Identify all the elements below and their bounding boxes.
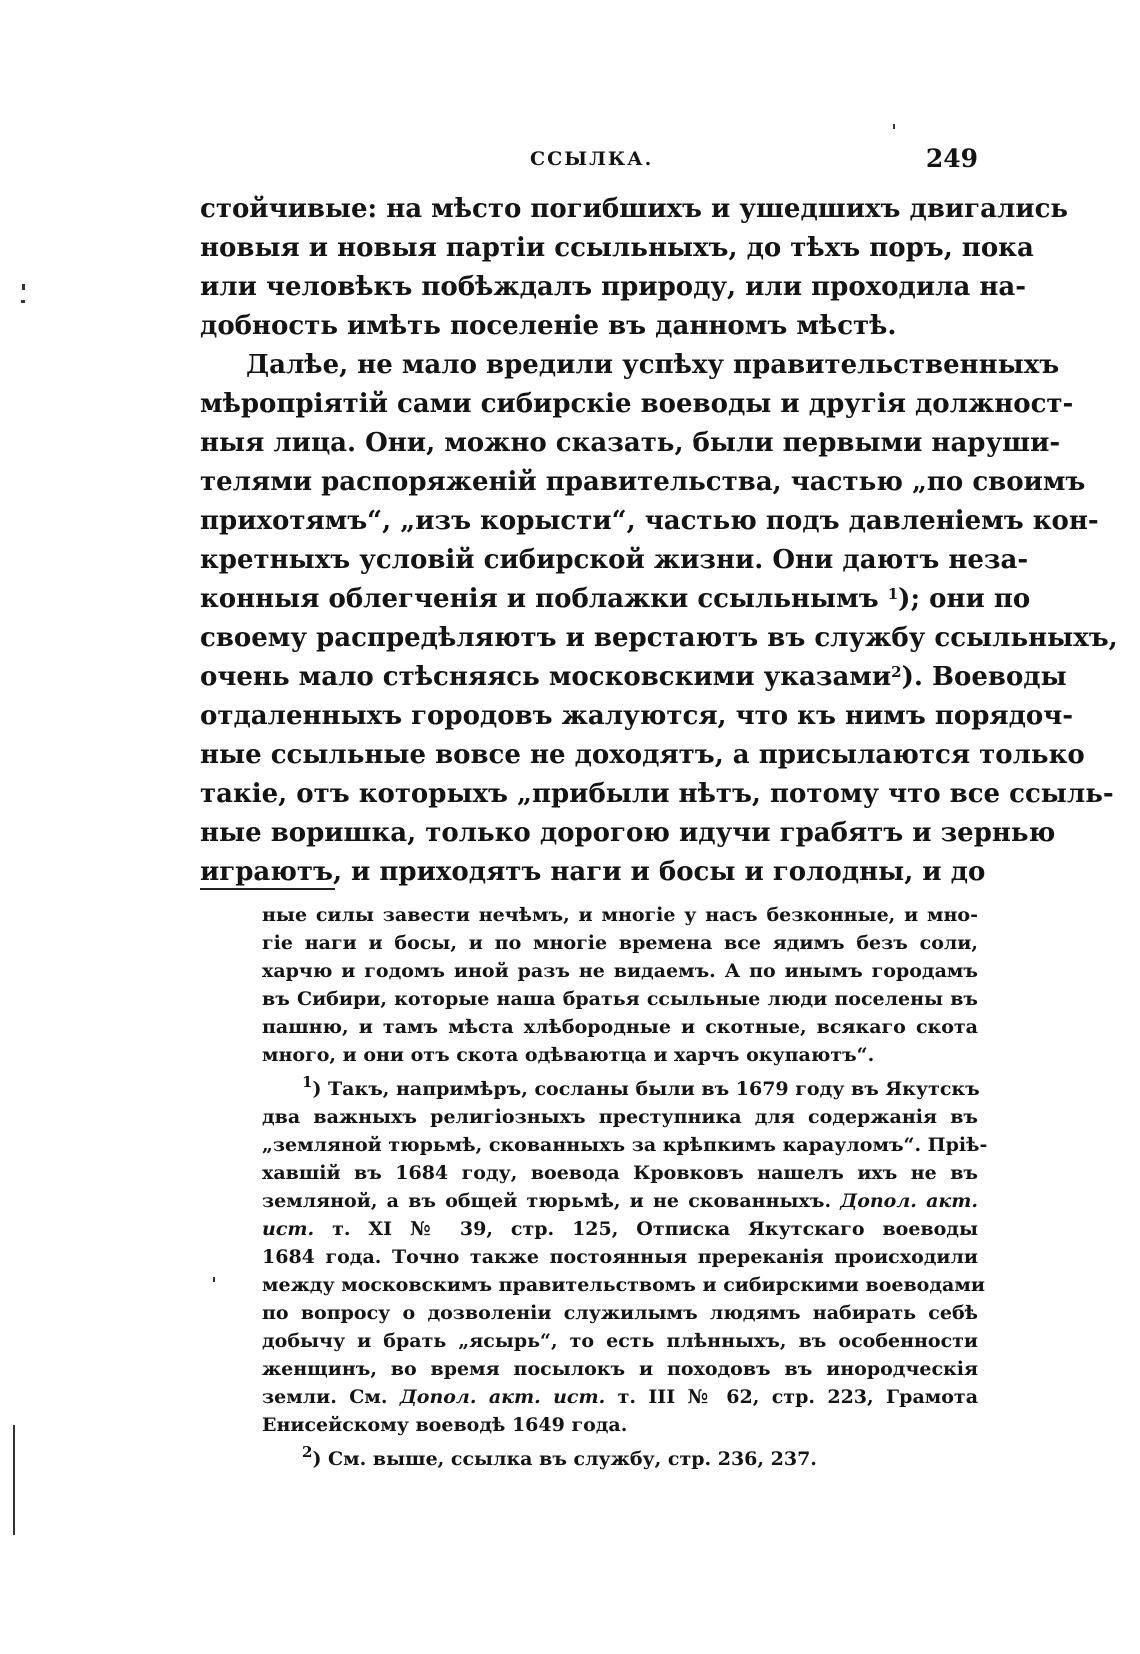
text-line: своему распредѣляютъ и верстаютъ въ службу ссыльныхъ, — [200, 623, 1118, 653]
footnote-line: 1684 года. Точно также постоянныя пререканія происходили — [262, 1246, 978, 1268]
citation-italic: Допол. акт. ист. — [399, 1386, 606, 1408]
footnotes — [262, 901, 988, 1473]
text-line: ные ссыльные вовсе не доходятъ, а присылаются только — [200, 740, 1085, 770]
footnote-marker-1: 1 — [302, 1073, 313, 1091]
scan-mark — [213, 1277, 215, 1282]
footnote-line: хавшій въ 1684 году, воевода Кровковъ нашелъ ихъ не въ — [262, 1162, 978, 1184]
running-title: ССЫЛКА. — [530, 148, 654, 170]
footnote-line: между московскимъ правительствомъ и сибирскими воеводами — [262, 1274, 985, 1296]
page-number: 249 — [925, 144, 978, 173]
text-line: телями распоряженій правительства, частью „по своимъ — [200, 467, 1086, 497]
footnote-line-with-citation — [262, 1215, 978, 1243]
text-line-with-footnote-ref — [200, 658, 1067, 697]
scan-mark — [893, 124, 895, 129]
text-fragment: ) Такъ, напримѣръ, сосланы были въ 1679 году въ Якутскъ — [312, 1078, 980, 1100]
text-line: такіе, отъ которыхъ „прибыли нѣтъ, потому что все ссыль- — [200, 779, 1114, 809]
text-fragment: ); они по — [898, 584, 1031, 614]
footnote-2 — [262, 1445, 978, 1473]
footnote-divider — [200, 888, 335, 890]
text-line: мѣропріятій сами сибирскіе воеводы и другія должност- — [200, 389, 1074, 419]
text-fragment: конныя облегченія и поблажки ссыльнымъ — [200, 584, 888, 614]
main-text-body — [200, 190, 1118, 892]
scan-mark — [13, 1425, 15, 1535]
text-fragment: земляной, а въ общей тюрьмѣ, и не скованныхъ. — [262, 1190, 832, 1212]
footnote-ref-1: 1 — [887, 585, 899, 603]
text-line: кретныхъ условій сибирской жизни. Они даютъ неза- — [200, 545, 1029, 575]
footnote-line: „земляной тюрьмѣ, скованныхъ за крѣпкимъ карауломъ“. Пріѣ- — [262, 1134, 988, 1156]
text-fragment: ). Воеводы — [901, 662, 1067, 692]
text-line: Далѣе, не мало вредили успѣху правительственныхъ — [246, 350, 1060, 380]
running-header — [200, 144, 978, 178]
footnote-ref-2: 2 — [891, 663, 902, 681]
text-line: прихотямъ“, „изъ корысти“, частью подъ давленіемъ кон- — [200, 506, 1099, 536]
footnote-marker-2: 2 — [302, 1443, 313, 1461]
text-line-with-footnote-ref — [200, 580, 1031, 619]
text-line: ные воришка, только дорогою идучи грабятъ и зернью — [200, 818, 1056, 848]
footnote-line: гіе наги и босы, и по многіе времена все ядимъ безъ соли, — [262, 932, 978, 954]
text-line: стойчивые: на мѣсто погибшихъ и ушедшихъ двигались — [200, 194, 1069, 224]
text-line: добность имѣть поселеніе въ данномъ мѣстѣ. — [200, 311, 897, 341]
footnote-line: Енисейскому воеводѣ 1649 года. — [262, 1414, 628, 1436]
footnote-line: ные силы завести нечѣмъ, и многіе у насъ безконные, и мно- — [262, 904, 978, 926]
scan-mark — [21, 300, 25, 303]
citation-italic: Допол. акт. — [840, 1190, 978, 1212]
footnote-line: два важныхъ религіозныхъ преступника для содержанія въ — [262, 1106, 978, 1128]
footnote-1-first-line — [262, 1075, 978, 1103]
footnote-line: харчю и годомъ иной разъ не видаемъ. А по инымъ городамъ — [262, 960, 978, 982]
footnote-line: много, и они отъ скота одѣваютца и харчъ окупаютъ“. — [262, 1044, 875, 1066]
text-line: или человѣкъ побѣждалъ природу, или проходила на- — [200, 272, 1027, 302]
text-fragment: т. III № 62, стр. 223, Грамота — [617, 1386, 979, 1408]
text-line: играютъ, и приходятъ наги и босы и голодны, и до — [200, 857, 986, 887]
text-line: отдаленныхъ городовъ жалуются, что къ нимъ порядоч- — [200, 701, 1074, 731]
text-fragment: очень мало стѣсняясь московскими указами — [200, 662, 892, 692]
text-line: ныя лица. Они, можно сказать, были первыми наруши- — [200, 428, 1061, 458]
footnote-line-with-citation — [262, 1187, 978, 1215]
footnote-line: женщинъ, во время посылокъ и походовъ въ инородческія — [262, 1358, 978, 1380]
citation-italic: ист. — [262, 1218, 315, 1240]
text-line: новыя и новыя партіи ссыльныхъ, до тѣхъ поръ, пока — [200, 233, 1034, 263]
text-fragment: земли. См. — [262, 1386, 388, 1408]
footnote-line: пашню, и тамъ мѣста хлѣбородные и скотные, всякаго скота — [262, 1016, 978, 1038]
footnote-line-with-citation — [262, 1383, 978, 1411]
scan-mark — [22, 284, 25, 290]
footnote-line: въ Сибири, которые наша братья ссыльные люди поселены въ — [262, 988, 978, 1010]
footnote-line: по вопросу о дозволеніи служилымъ людямъ набирать себѣ — [262, 1302, 978, 1324]
text-fragment: ) См. выше, ссылка въ службу, стр. 236, 237. — [312, 1448, 817, 1470]
footnote-line: добычу и брать „ясырь“, то есть плѣнныхъ, въ особенности — [262, 1330, 978, 1352]
text-fragment: т. XI № 39, стр. 125, Отписка Якутскаго воеводы — [332, 1218, 978, 1240]
